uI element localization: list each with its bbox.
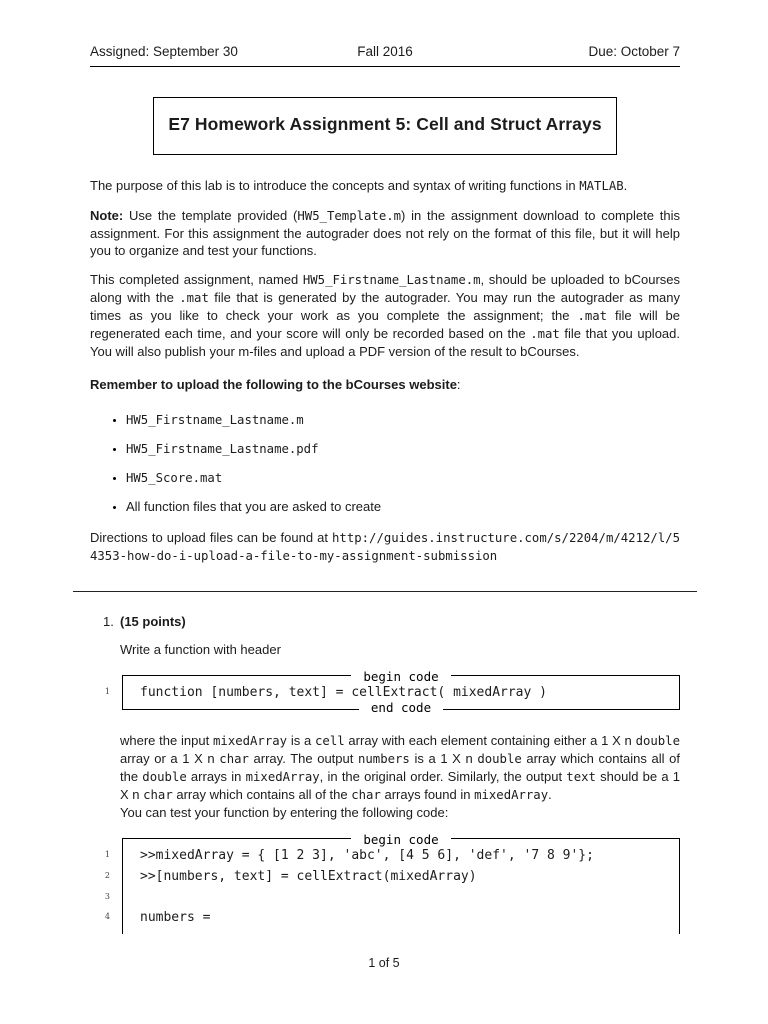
text-run: arrays found in [380,787,475,802]
code-block-function-header [104,669,680,715]
document-header [90,44,680,67]
remember-heading [90,376,680,393]
text-run: , should be uploaded to bCourses along with the [90,272,680,305]
inline-code: char [351,788,381,802]
inline-code: numbers [358,752,410,766]
text-run: Directions to upload files can be found at [90,530,333,545]
text-run: where the input [120,733,214,748]
code-block-test-example [104,832,680,934]
inline-code: mixedArray [213,734,288,748]
text-run: . [623,178,628,193]
file-name: HW5_Score.mat [126,471,223,485]
remember-bold-text: Remember to upload the following to the bCourses website [90,377,457,392]
inline-code: mixedArray [474,788,549,802]
text-run: is a [287,733,316,748]
code-line [104,866,671,887]
text-run: array which contains all of the [120,751,680,784]
text-run: array or a 1 X n [120,751,220,766]
text-run: should be a 1 X n [120,769,681,802]
text-run: This completed assignment, named [90,272,303,287]
inline-code: HW5_Firstname_Lastname.m [302,273,481,287]
points-value: (15 points) [120,614,186,629]
inline-code: cell [315,734,345,748]
text-run: arrays in [186,769,246,784]
inline-code: MATLAB [579,179,624,193]
inline-code: .mat [179,291,209,305]
begin-code-label: begin code [123,831,679,849]
file-name: HW5_Firstname_Lastname.m [126,413,304,427]
note-paragraph [90,207,680,259]
upload-directions-url[interactable]: http://guides.instructure.com/s/2204/m/4212/l/54353-how-do-i-upload-a-file-to-my-assignment-submission [90,531,680,563]
list-item [126,500,680,514]
code-text: numbers = [140,910,211,925]
inline-code: double [142,770,187,784]
text-run: . [548,787,552,802]
directions-paragraph [90,529,680,565]
code-line [104,845,671,866]
text-run: array with each element containing either a 1 X n [344,733,636,748]
end-code-label: end code [123,699,679,717]
line-number: 2 [104,871,110,880]
inline-code: .mat [577,309,608,323]
inline-code: mixedArray [245,770,320,784]
text-run: : [456,377,461,392]
code-line [104,682,671,703]
text-run: array which contains all of the [172,787,352,802]
inline-code: text [566,770,596,784]
code-line [104,907,671,928]
code-body [104,839,679,934]
header-assigned-date: Assigned: September 30 [90,44,238,59]
line-number: 3 [104,892,110,901]
code-text: function [numbers, text] = cellExtract( mixedArray ) [140,685,547,700]
header-term: Fall 2016 [357,44,413,59]
upload-paragraph [90,271,680,360]
text-run: is a 1 X n [409,751,478,766]
begin-code-label: begin code [123,668,679,686]
list-item [126,471,680,485]
list-item [126,442,680,456]
upload-checklist [90,413,680,514]
page-title: E7 Homework Assignment 5: Cell and Struct Arrays [168,114,602,134]
line-number: 1 [104,850,110,859]
problem-intro-line: Write a function with header [120,642,281,657]
text-run: All function files that you are asked to create [126,499,382,514]
inline-code: char [143,788,173,802]
problem-1 [103,613,680,934]
text-run: file that you upload. You will also publish your m-files and upload a PDF version of the result to bCourses. [90,326,680,359]
file-name: HW5_Firstname_Lastname.pdf [126,442,319,456]
text-run: The purpose of this lab is to introduce the concepts and syntax of writing functions in [90,178,580,193]
inline-code: double [477,752,522,766]
inline-code: char [219,752,249,766]
inline-code: .mat [530,327,560,341]
text-run: , in the original order. Similarly, the output [319,769,567,784]
section-divider [73,591,697,592]
text-run: file that is generated by the autograder. You may run the autograder as many times as you like to check your work as you complete the assignment; the [90,290,680,323]
problem-points [120,613,680,630]
text-run: array. The output [248,751,358,766]
code-body [104,676,679,709]
note-label: Note: [90,208,124,223]
inline-code: HW5_Template.m [297,209,402,223]
problem-number: 1. [103,614,114,629]
line-number: 4 [104,912,110,921]
test-instruction-line: You can test your function by entering the following code: [120,805,449,820]
text-run: file will be regenerated each time, and your score will only be recorded based on the [90,308,680,341]
code-text: >>[numbers, text] = cellExtract(mixedArray) [140,869,477,884]
problem-description [120,732,680,804]
line-number: 1 [104,687,110,696]
problem-body [104,613,681,934]
list-item [126,413,680,427]
code-line [104,887,671,907]
text-run: Use the template provided ( [123,208,298,223]
title-box [153,97,617,155]
text-run: ) in the assignment download to complete this assignment. For this assignment the autograder does not rely on the format of this file, but it will help you to organize and test your functions. [90,208,680,258]
code-text: >>mixedArray = { [1 2 3], 'abc', [4 5 6], 'def', '7 8 9'}; [140,848,594,863]
header-due-date: Due: October 7 [588,44,681,59]
page-number: 1 of 5 [368,956,400,970]
inline-code: double [635,734,680,748]
intro-paragraph [90,177,680,195]
